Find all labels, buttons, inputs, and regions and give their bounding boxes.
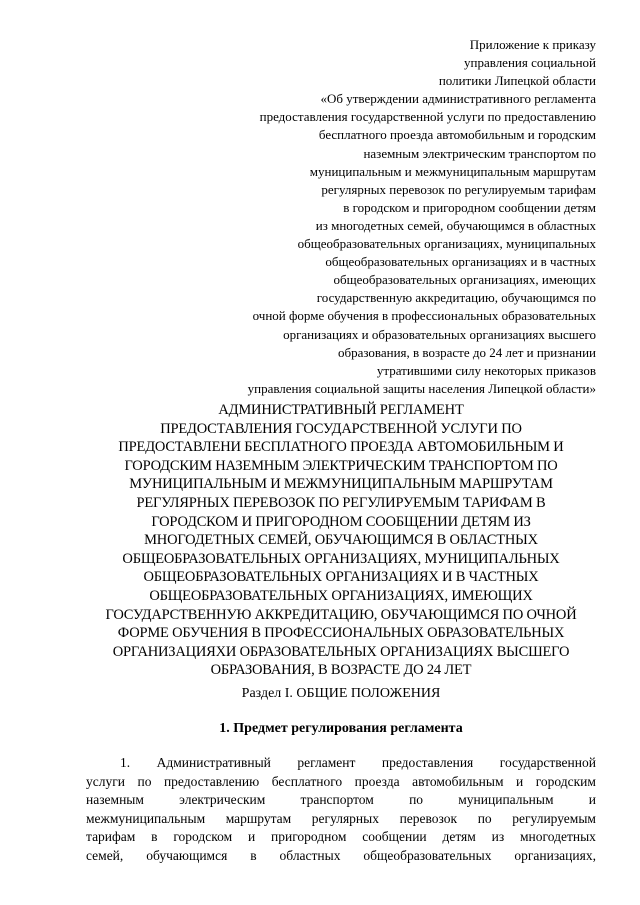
paragraph-word: городским [535, 773, 596, 789]
approval-line: утратившими силу некоторых приказов [376, 362, 596, 378]
paragraph-word: детям [442, 829, 476, 845]
approval-line: муниципальным и межмуниципальным маршрутам [309, 163, 596, 179]
paragraph-word: 1. [120, 755, 131, 770]
approval-line: государственную аккредитацию, обучающимся по [316, 290, 596, 306]
approval-line: общеобразовательных организациях и в частных [325, 254, 596, 270]
title-line: ГОРОДСКОМ И ПРИГОРОДНОМ СООБЩЕНИИ ДЕТЯМ ИЗ [151, 513, 531, 530]
paragraph-word: государственной [499, 755, 596, 770]
paragraph-word: по [137, 773, 152, 789]
approval-line: из многодетных семей, обучающимся в областных [315, 217, 596, 233]
paragraph-word: в [250, 847, 257, 863]
paragraph-word: пригородном [271, 829, 347, 845]
approval-line: образования, в возрасте до 24 лет и признании [337, 344, 596, 360]
paragraph-line [86, 810, 596, 829]
approval-line: очной форме обучения в профессиональных образовательных [252, 308, 596, 324]
paragraph-line [86, 828, 596, 847]
title-line: РЕГУЛЯРНЫХ ПЕРЕВОЗОК ПО РЕГУЛИРУЕМЫМ ТАРИФАМ В [136, 494, 546, 511]
approval-line: в городском и пригородном сообщении детям [343, 199, 596, 215]
paragraph-word: из [491, 829, 505, 845]
title-line: ФОРМЕ ОБУЧЕНИЯ В ПРОФЕССИОНАЛЬНЫХ ОБРАЗОВАТЕЛЬНЫХ [117, 625, 565, 642]
paragraph-line [86, 791, 596, 810]
paragraph-word: семей, [86, 847, 124, 863]
paragraph-word: городском [173, 829, 233, 845]
paragraph-word: и [515, 773, 524, 789]
paragraph-word: наземным [86, 792, 144, 808]
title-line: ПРЕДОСТАВЛЕНИ БЕСПЛАТНОГО ПРОЕЗДА АВТОМОБИЛЬНЫМ И [118, 439, 564, 456]
paragraph-word: по [409, 792, 424, 808]
title-line: ГОСУДАРСТВЕННУЮ АККРЕДИТАЦИЮ, ОБУЧАЮЩИМСЯ ПО ОЧНОЙ [105, 606, 577, 623]
approval-line: общеобразовательных организациях, имеющих [333, 272, 596, 288]
paragraph-word: услуги [86, 773, 125, 789]
approval-line: политики Липецкой области [438, 73, 596, 89]
paragraph-word: регулярных [311, 810, 379, 826]
body-paragraph [86, 754, 596, 866]
title-line: МУНИЦИПАЛЬНЫМ И МЕЖМУНИЦИПАЛЬНЫМ МАРШРУТАМ [129, 476, 553, 493]
title-line: ОБРАЗОВАНИЯ, В ВОЗРАСТЕ ДО 24 ЛЕТ [210, 662, 472, 679]
paragraph-word: межмуниципальным [86, 810, 206, 826]
paragraph-word: тарифам [86, 829, 136, 845]
paragraph-word: Административный [156, 755, 271, 770]
approval-line: предоставления государственной услуги по предоставлению [259, 109, 596, 125]
paragraph-word: автомобильным [412, 773, 504, 789]
title-line: ОРГАНИЗАЦИЯХИ ОБРАЗОВАТЕЛЬНЫХ ОРГАНИЗАЦИЯХ ВЫСШЕГО [112, 643, 570, 660]
approval-note [150, 36, 596, 398]
paragraph-word: регулируемым [512, 810, 596, 826]
approval-line: бесплатного проезда автомобильным и городским [318, 127, 596, 143]
paragraph-word: предоставления [381, 755, 474, 770]
paragraph-line [86, 847, 596, 866]
paragraph-word: сообщении [362, 829, 427, 845]
paragraph-word: и [588, 792, 596, 808]
approval-line: общеобразовательных организациях, муниципальных [297, 236, 596, 252]
approval-line: регулярных перевозок по регулируемым тарифам [321, 181, 596, 197]
paragraph-word: обучающимся [146, 847, 228, 863]
paragraph-line [86, 754, 596, 773]
paragraph-word: перевозок [399, 810, 458, 826]
paragraph-word: электрическим [179, 792, 266, 808]
approval-line: «Об утверждении административного регламента [320, 91, 596, 107]
subsection-heading: 1. Предмет регулирования регламента [219, 721, 463, 736]
paragraph-word: регламент [297, 755, 356, 770]
document-title [86, 401, 596, 680]
paragraph-word: бесплатного [271, 773, 343, 789]
paragraph-word: многодетных [520, 829, 596, 845]
approval-line: организациях и образовательных организациях высшего [283, 326, 596, 342]
title-line: ОБЩЕОБРАЗОВАТЕЛЬНЫХ ОРГАНИЗАЦИЯХ, ИМЕЮЩИХ [149, 587, 533, 604]
paragraph-line [86, 773, 596, 792]
paragraph-word: муниципальным [458, 792, 554, 808]
paragraph-word: транспортом [300, 792, 374, 808]
paragraph-word: в [151, 829, 158, 845]
approval-line: управления социальной защиты населения Липецкой области» [247, 380, 596, 396]
paragraph-word: по [477, 810, 492, 826]
approval-line: управления социальной [464, 55, 596, 71]
title-line: ГОРОДСКИМ НАЗЕМНЫМ ЭЛЕКТРИЧЕСКИМ ТРАНСПОРТОМ ПО [124, 457, 558, 474]
paragraph-word: областных [279, 847, 341, 863]
paragraph-word: и [247, 829, 256, 845]
paragraph-word: проезда [354, 773, 400, 789]
paragraph-word: маршрутам [225, 810, 292, 826]
paragraph-word: предоставлению [163, 773, 260, 789]
title-line: ОБЩЕОБРАЗОВАТЕЛЬНЫХ ОРГАНИЗАЦИЯХ И В ЧАСТНЫХ [143, 569, 539, 586]
section-heading: Раздел I. ОБЩИЕ ПОЛОЖЕНИЯ [241, 686, 441, 701]
paragraph-word: организациях, [514, 847, 596, 863]
title-line: АДМИНИСТРАТИВНЫЙ РЕГЛАМЕНТ [218, 402, 464, 418]
approval-line: наземным электрическим транспортом по [363, 145, 596, 161]
paragraph-word: общеобразовательных [363, 847, 492, 863]
title-line: ОБЩЕОБРАЗОВАТЕЛЬНЫХ ОРГАНИЗАЦИЯХ, МУНИЦИПАЛЬНЫХ [122, 550, 560, 567]
approval-line: Приложение к приказу [469, 37, 596, 52]
title-line: МНОГОДЕТНЫХ СЕМЕЙ, ОБУЧАЮЩИМСЯ В ОБЛАСТНЫХ [144, 532, 538, 549]
title-line: ПРЕДОСТАВЛЕНИЯ ГОСУДАРСТВЕННОЙ УСЛУГИ ПО [160, 420, 522, 437]
